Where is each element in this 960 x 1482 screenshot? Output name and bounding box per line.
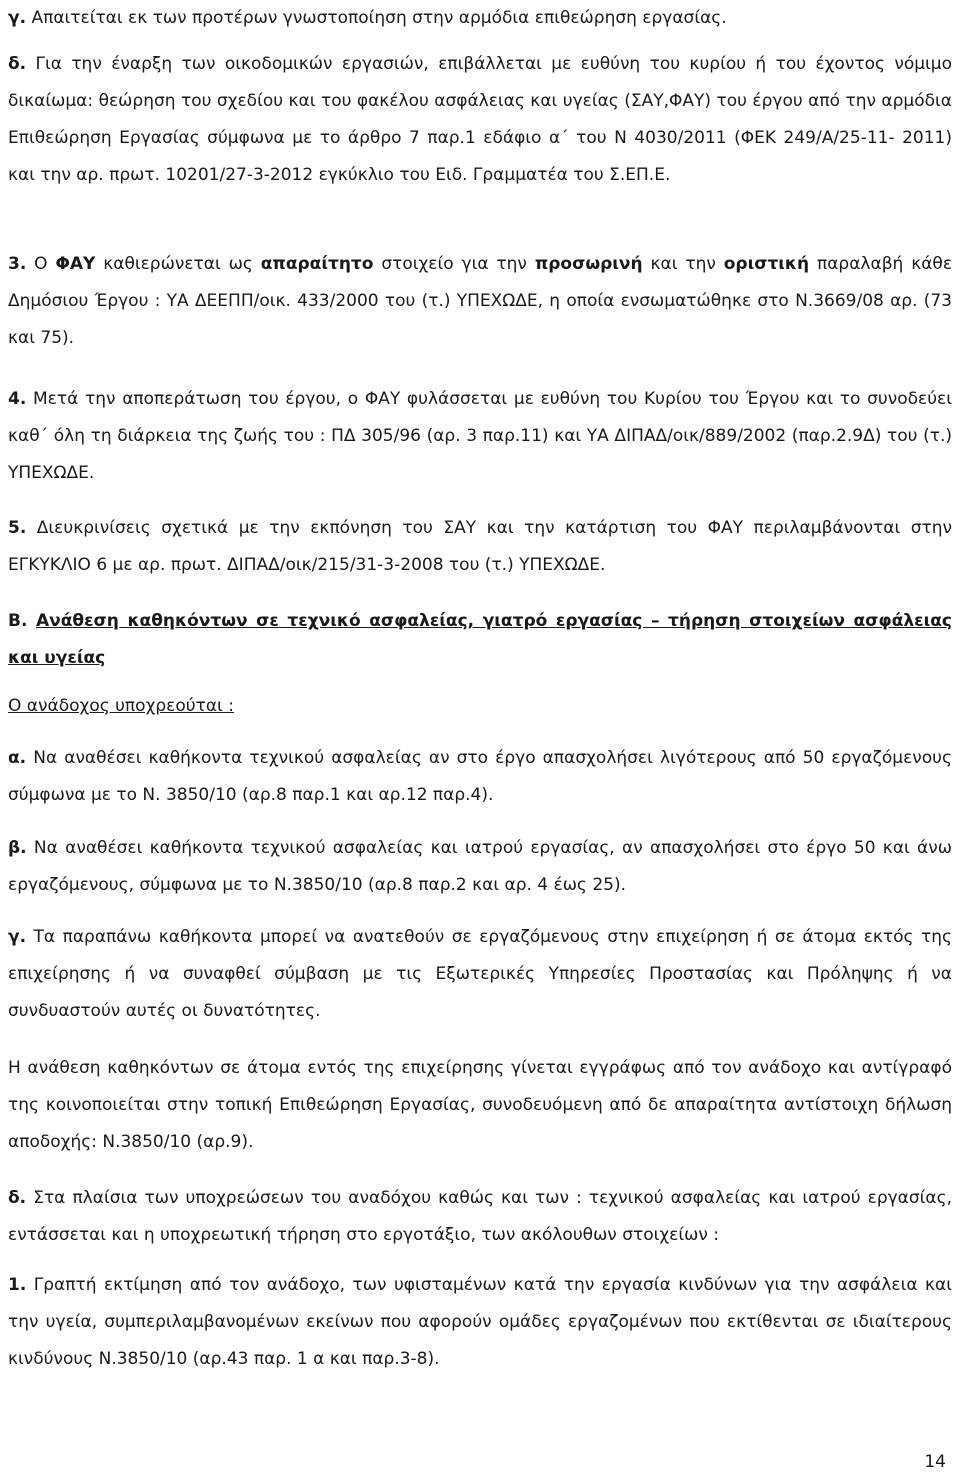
paragraph-1-risk-assessment [8, 1267, 952, 1378]
page-number: 14 [924, 1452, 946, 1472]
list-marker: 4. [8, 389, 27, 409]
paragraph-beta-doctor [8, 830, 952, 904]
bold-term-required: απαραίτητο [260, 254, 374, 274]
list-marker: γ. [8, 927, 27, 947]
paragraph-4-fay-custody [8, 381, 952, 492]
paragraph-text: Διευκρινίσεις σχετικά με την εκπόνηση του ΣΑΥ και την κατάρτιση του ΦΑΥ περιλαμβάνονται στην ΕΓΚΥΚΛΙΟ 6 με αρ. πρωτ. ΔΙΠΑΔ/οικ/215/31-3-2008 του (τ.) ΥΠΕΧΩΔΕ. [8, 518, 952, 575]
paragraph-text: Να αναθέσει καθήκοντα τεχνικού ασφαλείας αν στο έργο απασχολήσει λιγότερους από 50 εργαζόμενους σύμφωνα με το Ν. 3850/10 (αρ.8 παρ.1 και αρ.12 παρ.4). [8, 748, 952, 805]
list-marker: δ. [8, 54, 27, 74]
paragraph-delta-records [8, 1180, 952, 1254]
paragraph-3-fay [8, 246, 952, 357]
list-marker: α. [8, 748, 27, 768]
text-run: στοιχείο για την [373, 254, 535, 274]
obligation-intro [8, 688, 234, 725]
paragraph-5-clarifications [8, 510, 952, 584]
paragraph-text: Μετά την αποπεράτωση του έργου, ο ΦΑΥ φυλάσσεται με ευθύνη του Κυρίου του Έργου και το συνοδεύει καθ΄ όλη τη διάρκεια της ζωής του : ΠΔ 305/96 (αρ. 3 παρ.11) και ΥΑ ΔΙΠΑΔ/οικ/889/2002 (παρ.2.9Δ) του (τ.) ΥΠΕΧΩΔΕ. [8, 389, 952, 483]
obligation-text: Ο ανάδοχος υποχρεούται : [8, 696, 234, 716]
paragraph-text: Απαιτείται εκ των προτέρων γνωστοποίηση στην αρμόδια επιθεώρηση εργασίας. [26, 8, 727, 28]
bold-term-fay: ΦΑΥ [55, 254, 96, 274]
paragraph-text: Τα παραπάνω καθήκοντα μπορεί να ανατεθούν σε εργαζόμενους στην επιχείρηση ή σε άτομα εκτός της επιχείρησης ή να συναφθεί σύμβαση με τις Εξωτερικές Υπηρεσίες Προστασίας και Πρόληψης ή να συνδυαστούν αυτές οι δυνατότητες. [8, 927, 952, 1021]
paragraph-text: Στα πλαίσια των υποχρεώσεων του αναδόχου καθώς και των : τεχνικού ασφαλείας και ιατρού εργασίας, εντάσσεται και η υποχρεωτική τήρηση στο εργοτάξιο, των ακόλουθων στοιχείων : [8, 1188, 952, 1245]
paragraph-text: Γραπτή εκτίμηση από τον ανάδοχο, των υφισταμένων κατά την εργασία κινδύνων για την ασφάλεια και την υγεία, συμπεριλαμβανομένων εκείνων που αφορούν ομάδες εργαζομένων που εκτίθενται σε ιδιαίτερους κινδύνους Ν.3850/10 (αρ.43 παρ. 1 α και παρ.3-8). [8, 1275, 952, 1369]
section-heading-text: Ανάθεση καθηκόντων σε τεχνικό ασφαλείας, γιατρό εργασίας – τήρηση στοιχείων ασφάλειας και υγείας [8, 611, 953, 668]
paragraph-written-assignment [8, 1050, 952, 1161]
paragraph-text: Η ανάθεση καθηκόντων σε άτομα εντός της επιχείρησης γίνεται εγγράφως από τον ανάδοχο και αντίγραφό της κοινοποιείται στην τοπική Επιθεώρηση Εργασίας, συνοδευόμενη από δε απαραίτητα αντίστοιχη δήλωση αποδοχής: Ν.3850/10 (αρ.9). [8, 1058, 952, 1152]
list-marker: δ. [8, 1188, 27, 1208]
paragraph-alpha-safety-tech [8, 740, 952, 814]
paragraph-delta-start-works [8, 46, 952, 194]
list-marker: 1. [8, 1275, 27, 1295]
paragraph-gamma-notification [8, 0, 727, 37]
bold-term-provisional: προσωρινή [534, 254, 643, 274]
text-run: και την [642, 254, 724, 274]
text-run: παραλαβή κάθε Δημόσιου Έργου : ΥΑ ΔΕΕΠΠ/οικ. 433/2000 του (τ.) ΥΠΕΧΩΔΕ, η οποία ενσωματώθηκε στο Ν.3669/08 αρ. (73 και 75). [8, 254, 953, 348]
paragraph-gamma-assignment [8, 919, 952, 1030]
text-run: καθιερώνεται ως [95, 254, 261, 274]
list-marker: 5. [8, 518, 27, 538]
section-heading-b [8, 603, 952, 677]
paragraph-text: Για την έναρξη των οικοδομικών εργασιών, επιβάλλεται με ευθύνη του κυρίου ή του έχοντος νόμιμο δικαίωμα: θεώρηση του σχεδίου και του φακέλου ασφάλειας και υγείας (ΣΑΥ,ΦΑΥ) του έργου από την αρμόδια Επιθεώρηση Εργασίας σύμφωνα με το άρθρο 7 παρ.1 εδάφιο α΄ του Ν 4030/2011 (ΦΕΚ 249/Α/25-11- 2011) και την αρ. πρωτ. 10201/27-3-2012 εγκύκλιο του Ειδ. Γραμματέα του Σ.ΕΠ.Ε. [8, 54, 952, 185]
list-marker: β. [8, 838, 27, 858]
list-marker: 3. [8, 254, 27, 274]
list-marker: γ. [8, 8, 27, 28]
section-marker: Β. [8, 611, 28, 631]
paragraph-text: Να αναθέσει καθήκοντα τεχνικού ασφαλείας και ιατρού εργασίας, αν απασχολήσει στο έργο 50 και άνω εργαζόμενους, σύμφωνα με το Ν.3850/10 (αρ.8 παρ.2 και αρ. 4 έως 25). [8, 838, 952, 895]
bold-term-final: οριστική [723, 254, 810, 274]
text-run: Ο [26, 254, 56, 274]
